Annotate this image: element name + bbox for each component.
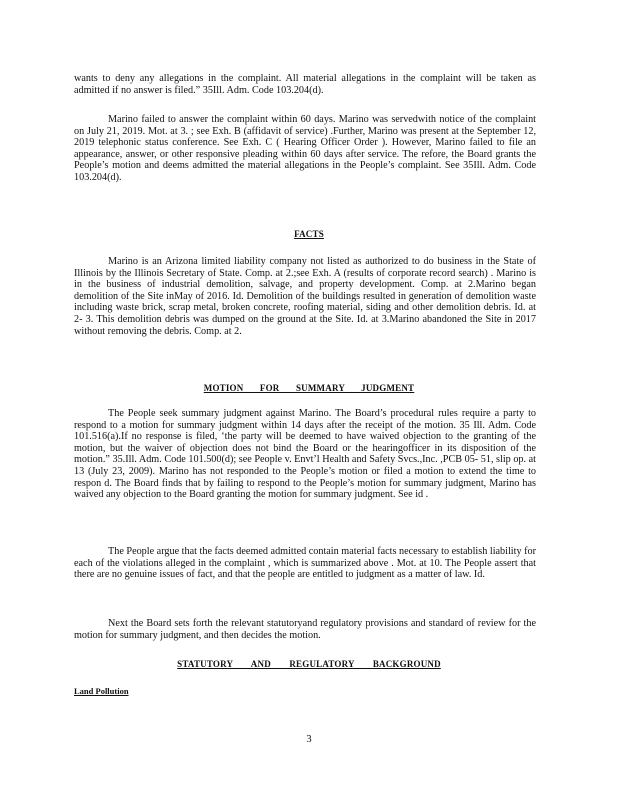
- paragraph-facts: Marino is an Arizona limited liability company not listed as authorized to do business in the State of Illinois by the Illinois Secretary of State. Comp. at 2.;see Exh. A (results of corporate record search) . Marino is in the business of industrial demolition, salvage, and property development. Comp. at 2.Marino began demolition of the Site inMay of 2016. Id. Demolition of the buildings resulted in generation of demolition waste including waste brick, scrap metal, broken concrete, roofing material, siding and other demolition debris. Id. at 2- 3. This demolition debris was dumped on the ground at the Site. Id. at 3.Marino abandoned the Site in 2017 without removing the debris. Comp. at 2.: [74, 256, 536, 337]
- heading-motion-summary-judgment: MOTION FOR SUMMARY JUDGMENT: [203, 383, 415, 393]
- paragraph-motion: The People seek summary judgment against Marino. The Board’s procedural rules require a party to respond to a motion for summary judgment within 14 days after the receipt of the motion. 35 Ill. Adm. Code 101.516(a).If no response is filed, ‘the party will be deemed to have waived objection to the granting of the motion, but the waiver of objection does not bind the Board or the hearingofficer in its disposition of the motion.” 35.Ill. Adm. Code 101.500(d); see People v. Envt’l Health and Safety Svcs.,Inc. ,PCB 05- 51, slip op. at 13 (July 23, 2009). Marino has not responded to the People’s motion or filed a motion to extend the time to respon d. The Board finds that by failing to respond to the People’s motion for summary judgment, Marino has waived any objection to the Board granting the motion for summary judgment. See id .: [74, 408, 536, 501]
- heading-statutory-background: STATUTORY AND REGULATORY BACKGROUND: [177, 659, 441, 669]
- page-number: 3: [306, 734, 312, 745]
- paragraph-next-steps: Next the Board sets forth the relevant statutoryand regulatory provisions and standard of review for the motion for summary judgment, and then decides the motion.: [74, 618, 536, 641]
- paragraph-people-argue: The People argue that the facts deemed admitted contain material facts necessary to establish liability for each of the violations alleged in the complaint , which is summarized above . Mot. at 10. The People assert that there are no genuine issues of fact, and that the people are entitled to judgment as a matter of law. Id.: [74, 546, 536, 581]
- subheading-land-pollution: Land Pollution: [74, 686, 129, 696]
- paragraph-answer-rule: wants to deny any allegations in the complaint. All material allegations in the complaint will be taken as admitted if no answer is filed.” 35Ill. Adm. Code 103.204(d).: [74, 73, 536, 96]
- paragraph-failure-to-answer: Marino failed to answer the complaint within 60 days. Marino was servedwith notice of the complaint on July 21, 2019. Mot. at 3. ; see Exh. B (affidavit of service) .Further, Marino was present at the September 12, 2019 telephonic status conference. See Exh. C ( Hearing Officer Order ). However, Marino failed to file an appearance, answer, or other responsive pleading within 60 days after service. The refore, the Board grants the People’s motion and deems admitted the material allegations in the People’s complaint. See 35Ill. Adm. Code 103.204(d).: [74, 114, 536, 183]
- heading-facts: FACTS: [294, 229, 324, 239]
